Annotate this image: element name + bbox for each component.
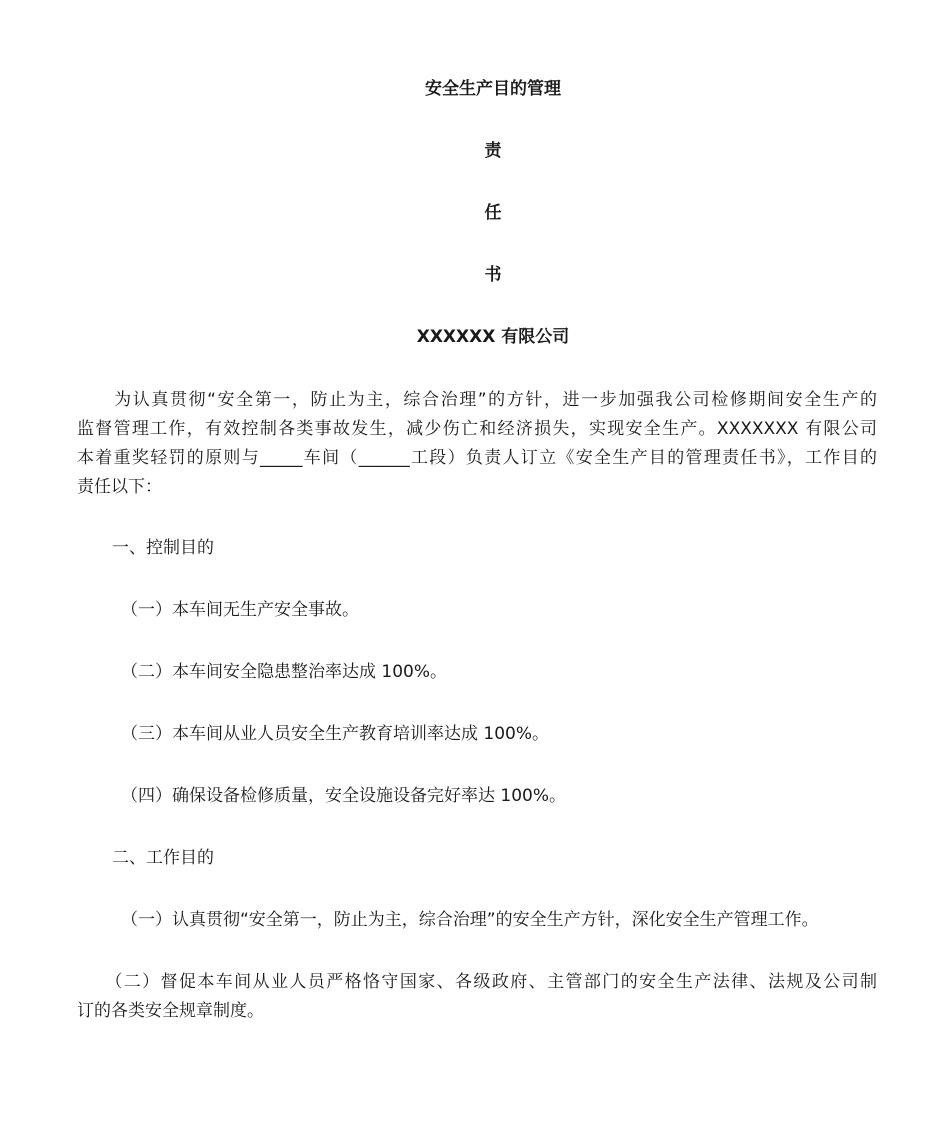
intro-paragraph-line: 本着重奖轻罚的原则与_____车间（______工段）负责人订立《安全生产目的管理责任书》，工作目的 [77,448,877,468]
list-item: （二）本车间安全隐患整治率达成 100%。 [121,662,448,682]
section-heading: 一、控制目的 [112,538,214,558]
list-item-line: （二）督促本车间从业人员严格恪守国家、各级政府、主管部门的安全生产法律、法规及公司制 [77,972,877,992]
document-title-char: 责 [484,141,502,161]
intro-paragraph-line: 监督管理工作，有效控制各类事故发生，减少伤亡和经济损失，实现安全生产。XXXXXXX 有限公司 [77,419,877,439]
list-item: （一）认真贯彻“安全第一，防止为主，综合治理”的安全生产方针，深化安全生产管理工作。 [121,910,819,930]
section-heading: 二、工作目的 [112,848,214,868]
list-item: （四）确保设备检修质量，安全设施设备完好率达 100%。 [121,786,567,806]
document-title-char: 书 [484,265,502,285]
list-item: （一）本车间无生产安全事故。 [121,600,359,620]
company-name: XXXXXX 有限公司 [416,327,570,347]
intro-paragraph-line: 为认真贯彻“安全第一，防止为主，综合治理”的方针，进一步加强我公司检修期间安全生产的 [77,390,877,410]
document-title-char: 任 [484,203,502,223]
intro-paragraph-line: 责任以下： [77,477,162,497]
document-title: 安全生产目的管理 [425,79,561,99]
list-item-line: 订的各类安全规章制度。 [77,1001,264,1021]
list-item: （三）本车间从业人员安全生产教育培训率达成 100%。 [121,724,550,744]
